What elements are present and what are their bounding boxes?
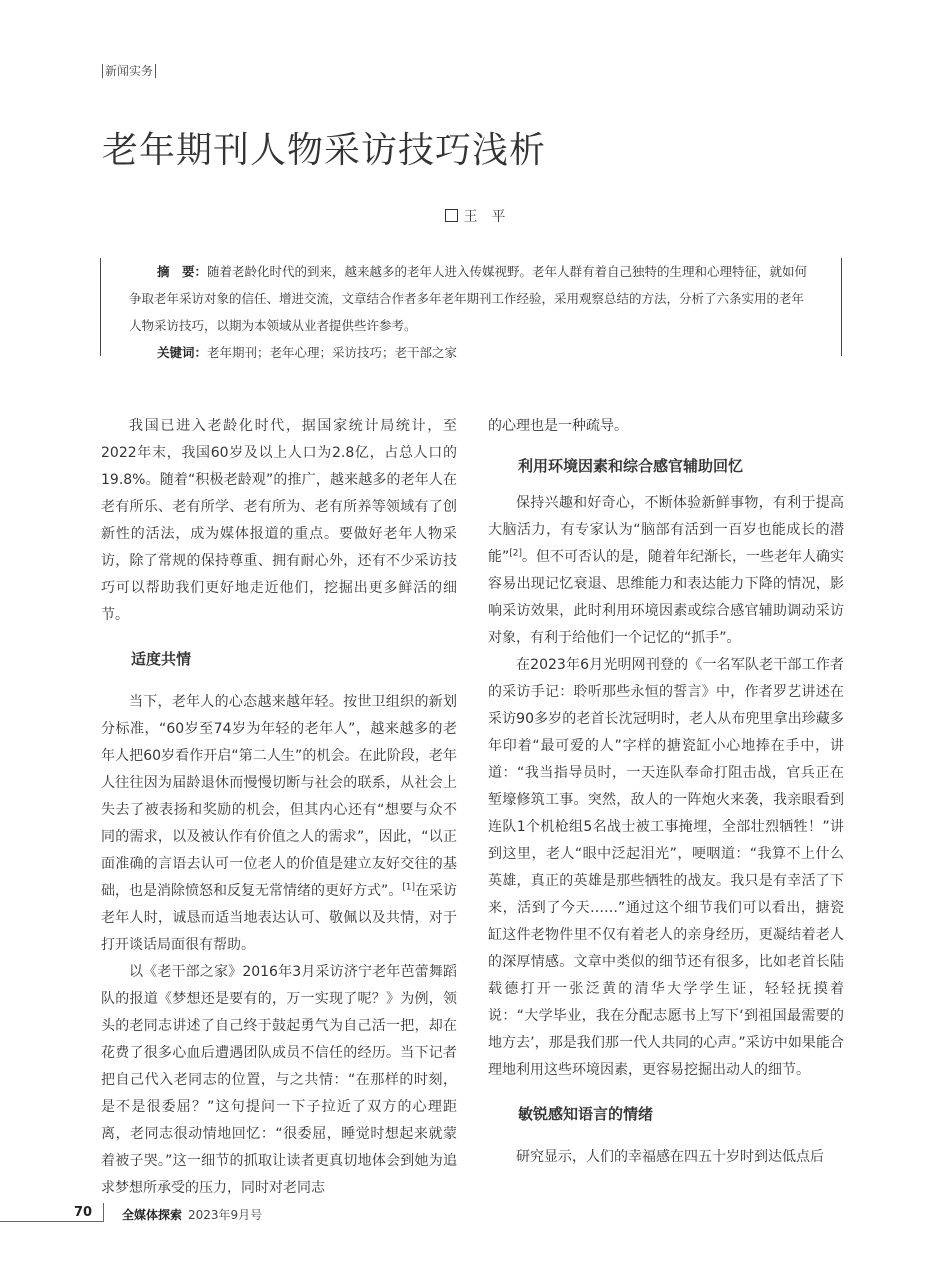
keywords-label: 关键词： — [157, 345, 208, 360]
journal-name: 全媒体探索 — [122, 1208, 183, 1222]
section-heading: 适度共情 — [131, 650, 192, 668]
paragraph-text: 。但不可否认的是，随着年纪渐长，一些老年人确实容易出现记忆衰退、思维能力和表达能力下降的情况，影响采访效果，此时利用环境因素或综合感官辅助调动采访对象，有利于给他们一个记忆的“抓手”。 — [488, 549, 845, 646]
paragraph: 的心理也是一种疏导。 — [488, 418, 628, 434]
page-number: 70 — [74, 1205, 93, 1220]
abstract-label: 摘 要： — [157, 264, 208, 279]
paragraph: 研究显示，人们的幸福感在四五十岁时到达低点后 — [516, 1149, 824, 1165]
page-footer — [0, 1203, 950, 1233]
issue-date: 2023年9月号 — [188, 1208, 263, 1222]
right-column — [488, 413, 844, 1171]
paragraph — [101, 689, 457, 959]
author-line — [0, 206, 950, 226]
citation-ref: [2] — [509, 548, 523, 559]
section-tag-label: 新闻实务 — [105, 64, 154, 78]
abstract-text: 随着老龄化时代的到来，越来越多的老年人进入传媒视野。老年人群有着自己独特的生理和心理特征，就如何争取老年采访对象的信任、增进交流，文章结合作者多年老年期刊工作经验，采用观察总结的方法，分析了六条实用的老年人物采访技巧，以期为本领域从业者提供些许参考。 — [129, 264, 808, 333]
paragraph-text: 当下，老年人的心态越来越年轻。按世卫组织的新划分标准，“60岁至74岁为年轻的老年人”，越来越多的老年人把60岁看作开启“第二人生”的机会。在此阶段，老年人往往因为届龄退休而慢慢切断与社会的联系，从社会上失去了被表扬和奖励的机会，但其内心还有“想要与众不同的需求，以及被认作有价值之人的需求”，因此，“以正面准确的言语去认可一位老人的价值是建立友好交往的基础，也是消除愤怒和反复无常情绪的更好方式”。 — [101, 694, 457, 899]
left-column — [101, 413, 457, 1202]
section-heading: 敏锐感知语言的情绪 — [518, 1105, 654, 1123]
paragraph-text: 保持兴趣和好奇心，不断体验新鲜事物，有利于提高大脑活力，有专家认为“脑部有活到一百岁也能成长的潜能” — [488, 495, 844, 565]
paragraph: 以《老干部之家》2016年3月采访济宁老年芭蕾舞蹈队的报道《梦想还是要有的，万一实现了呢？》为例，领头的老同志讲述了自己终于鼓起勇气为自己活一把，却在花费了很多心血后遭遇团队成员不信任的经历。当下记者把自己代入老同志的位置，与之共情：“在那样的时刻，是不是很委屈？”这句提问一下子拉近了双方的心理距离，老同志很动情地回忆：“很委屈，睡觉时想起来就蒙着被子哭。”这一细节的抓取让读者更真切地体会到她为追求梦想所承受的压力，同时对老同志 — [101, 964, 457, 1196]
keywords — [129, 339, 811, 366]
section-heading: 利用环境因素和综合感官辅助回忆 — [518, 457, 744, 475]
divider — [103, 1203, 104, 1222]
abstract — [129, 258, 811, 339]
article-title: 老年期刊人物采访技巧浅析 — [102, 130, 547, 171]
section-tag — [100, 62, 158, 79]
paragraph — [488, 490, 844, 652]
divider — [155, 64, 156, 78]
citation-ref: [1] — [402, 882, 416, 893]
square-icon — [445, 209, 458, 222]
keywords-text: 老年期刊；老年心理；采访技巧；老干部之家 — [207, 345, 458, 360]
author-name: 王 平 — [463, 209, 506, 225]
footer-rule — [0, 1221, 103, 1222]
paragraph-text: 在采访老年人时，诚恳而适当地表达认可、敬佩以及共情，对于打开谈话局面很有帮助。 — [101, 883, 458, 953]
paragraph: 在2023年6月光明网刊登的《一名军队老干部工作者的采访手记：聆听那些永恒的誓言》中，作者罗艺讲述在采访90多岁的老首长沈冠明时，老人从布兜里拿出珍藏多年印着“最可爱的人”字样的搪瓷缸小心地捧在手中，讲道：“我当指导员时，一天连队奉命打阻击战，官兵正在堑壕修筑工事。突然，敌人的一阵炮火来袭，我亲眼看到连队1个机枪组5名战士被工事掩埋，全部壮烈牺牲！”讲到这里，老人“眼中泛起泪光”，哽咽道：“我算不上什么英雄，真正的英雄是那些牺牲的战友。我只是有幸活了下来，活到了今天……”通过这个细节我们可以看出，搪瓷缸这件老物件里不仅有着老人的亲身经历，更凝结着老人的深厚情感。文章中类似的细节还有很多，比如老首长陆载德打开一张泛黄的清华大学学生证，轻轻抚摸着说：“大学毕业，我在分配志愿书上写下‘到祖国最需要的地方去’，那是我们那一代人共同的心声。”采访中如果能合理地利用这些环境因素，更容易挖掘出动人的细节。 — [488, 657, 844, 1078]
abstract-box — [100, 258, 842, 360]
divider — [102, 64, 103, 78]
paragraph: 我国已进入老龄化时代，据国家统计局统计，至2022年末，我国60岁及以上人口为2.8亿，占总人口的19.8%。随着“积极老龄观”的推广，越来越多的老年人在老有所乐、老有所学、老有所为、老有所养等领域有了创新性的活法，成为媒体报道的重点。要做好老年人物采访，除了常规的保持尊重、拥有耐心外，还有不少采访技巧可以帮助我们更好地走近他们，挖掘出更多鲜活的细节。 — [101, 418, 457, 623]
